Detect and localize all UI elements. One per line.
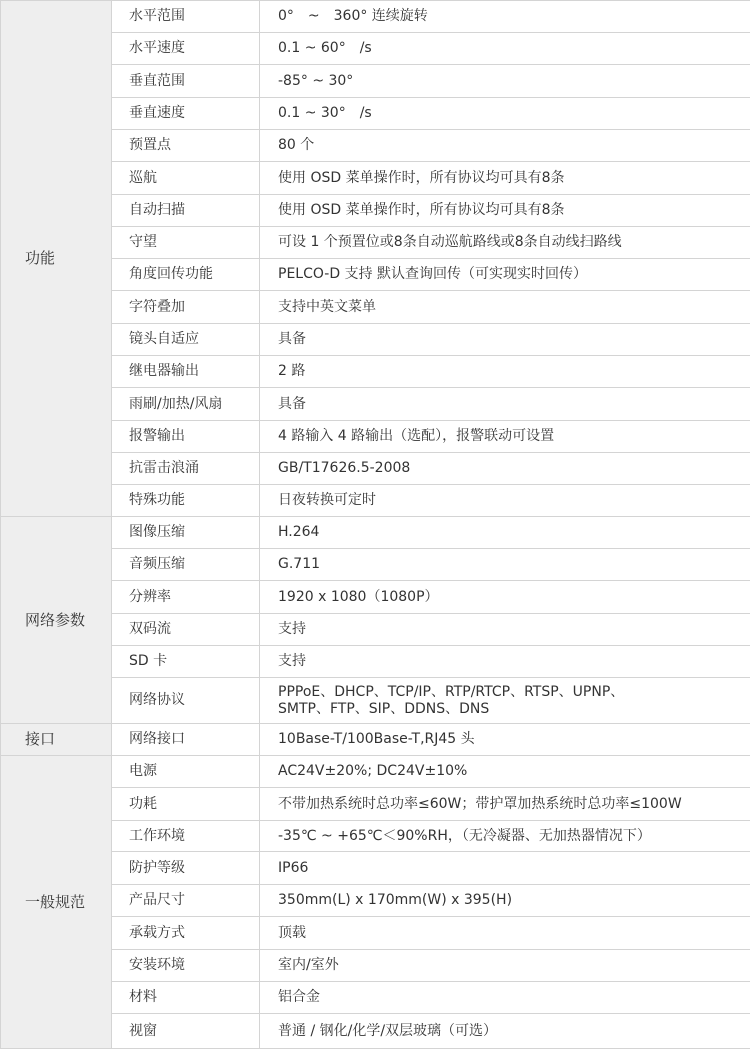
table-row bbox=[1, 788, 750, 821]
spec-label: 抗雷击浪涌 bbox=[112, 453, 260, 485]
table-row bbox=[1, 756, 750, 788]
spec-label: 水平范围 bbox=[112, 1, 260, 33]
table-row bbox=[1, 356, 750, 388]
spec-value: 普通 / 钢化/化学/双层玻璃（可选） bbox=[260, 1014, 750, 1049]
spec-value: 使用 OSD 菜单操作时，所有协议均可具有8条 bbox=[260, 162, 750, 195]
spec-value: 80 个 bbox=[260, 130, 750, 162]
spec-value: -85° ~ 30° bbox=[260, 65, 750, 98]
spec-label: 巡航 bbox=[112, 162, 260, 195]
spec-label: 视窗 bbox=[112, 1014, 260, 1049]
spec-value: -35℃ ~ +65℃＜90%RH，（无冷凝器、无加热器情况下） bbox=[260, 821, 750, 852]
table-row bbox=[1, 646, 750, 678]
table-row bbox=[1, 453, 750, 485]
spec-label: 报警输出 bbox=[112, 421, 260, 453]
category-cell-interface: 接口 bbox=[1, 724, 112, 756]
category-cell-general: 一般规范 bbox=[1, 756, 112, 1049]
spec-value: 1920 x 1080（1080P） bbox=[260, 581, 750, 614]
table-row bbox=[1, 1014, 750, 1049]
spec-label: 电源 bbox=[112, 756, 260, 788]
table-row bbox=[1, 324, 750, 356]
spec-value: 0.1 ~ 30° /s bbox=[260, 98, 750, 130]
spec-value: GB/T17626.5-2008 bbox=[260, 453, 750, 485]
table-row bbox=[1, 195, 750, 227]
spec-value: 可设 1 个预置位或8条自动巡航路线或8条自动线扫路线 bbox=[260, 227, 750, 259]
table-row bbox=[1, 517, 750, 549]
table-row bbox=[1, 162, 750, 195]
spec-label: 承载方式 bbox=[112, 917, 260, 950]
spec-label: 预置点 bbox=[112, 130, 260, 162]
table-row bbox=[1, 388, 750, 421]
spec-value: 2 路 bbox=[260, 356, 750, 388]
table-row bbox=[1, 678, 750, 724]
spec-label: 产品尺寸 bbox=[112, 885, 260, 917]
spec-value: 铝合金 bbox=[260, 982, 750, 1014]
spec-label: 工作环境 bbox=[112, 821, 260, 852]
spec-label: 网络接口 bbox=[112, 724, 260, 756]
spec-value: 支持 bbox=[260, 614, 750, 646]
table-row bbox=[1, 65, 750, 98]
spec-label: 自动扫描 bbox=[112, 195, 260, 227]
spec-label: 防护等级 bbox=[112, 852, 260, 885]
spec-value: 0° ~ 360° 连续旋转 bbox=[260, 1, 750, 33]
spec-label: 材料 bbox=[112, 982, 260, 1014]
spec-label: SD 卡 bbox=[112, 646, 260, 678]
spec-label: 分辨率 bbox=[112, 581, 260, 614]
spec-value: 10Base-T/100Base-T,RJ45 头 bbox=[260, 724, 750, 756]
spec-label: 垂直范围 bbox=[112, 65, 260, 98]
table-row bbox=[1, 485, 750, 517]
spec-value: 4 路输入 4 路输出（选配），报警联动可设置 bbox=[260, 421, 750, 453]
spec-label: 音频压缩 bbox=[112, 549, 260, 581]
spec-label: 双码流 bbox=[112, 614, 260, 646]
spec-value-line: SMTP、FTP、SIP、DDNS、DNS bbox=[278, 701, 489, 717]
spec-label: 继电器输出 bbox=[112, 356, 260, 388]
table-row bbox=[1, 291, 750, 324]
spec-value: 支持 bbox=[260, 646, 750, 678]
table-row bbox=[1, 421, 750, 453]
table-row bbox=[1, 982, 750, 1014]
spec-value: 350mm(L) x 170mm(W) x 395(H) bbox=[260, 885, 750, 917]
category-cell-network: 网络参数 bbox=[1, 517, 112, 724]
table-row bbox=[1, 821, 750, 852]
table-row bbox=[1, 581, 750, 614]
spec-value: G.711 bbox=[260, 549, 750, 581]
spec-label: 字符叠加 bbox=[112, 291, 260, 324]
table-row bbox=[1, 549, 750, 581]
spec-value: PELCO-D 支持 默认查询回传（可实现实时回传） bbox=[260, 259, 750, 291]
spec-value: 室内/室外 bbox=[260, 950, 750, 982]
spec-value: 日夜转换可定时 bbox=[260, 485, 750, 517]
spec-label: 安装环境 bbox=[112, 950, 260, 982]
spec-value: 支持中英文菜单 bbox=[260, 291, 750, 324]
spec-value-line: PPPoE、DHCP、TCP/IP、RTP/RTCP、RTSP、UPNP、 bbox=[278, 684, 624, 700]
table-row bbox=[1, 614, 750, 646]
spec-value: 使用 OSD 菜单操作时，所有协议均可具有8条 bbox=[260, 195, 750, 227]
table-row bbox=[1, 227, 750, 259]
table-row bbox=[1, 724, 750, 756]
table-row bbox=[1, 917, 750, 950]
table-row bbox=[1, 98, 750, 130]
table-row bbox=[1, 259, 750, 291]
spec-label: 角度回传功能 bbox=[112, 259, 260, 291]
spec-value: 0.1 ~ 60° /s bbox=[260, 33, 750, 65]
spec-value: 具备 bbox=[260, 324, 750, 356]
category-cell-function: 功能 bbox=[1, 1, 112, 517]
spec-label: 垂直速度 bbox=[112, 98, 260, 130]
table-row bbox=[1, 33, 750, 65]
spec-label: 雨刷/加热/风扇 bbox=[112, 388, 260, 421]
spec-label: 网络协议 bbox=[112, 678, 260, 724]
spec-value: 顶载 bbox=[260, 917, 750, 950]
spec-value: AC24V±20%; DC24V±10% bbox=[260, 756, 750, 788]
spec-value: IP66 bbox=[260, 852, 750, 885]
table-row bbox=[1, 130, 750, 162]
spec-label: 守望 bbox=[112, 227, 260, 259]
spec-label: 特殊功能 bbox=[112, 485, 260, 517]
spec-value: 具备 bbox=[260, 388, 750, 421]
spec-label: 水平速度 bbox=[112, 33, 260, 65]
spec-value: H.264 bbox=[260, 517, 750, 549]
table-row bbox=[1, 1, 750, 33]
table-row bbox=[1, 852, 750, 885]
spec-value: 不带加热系统时总功率≤60W；带护罩加热系统时总功率≤100W bbox=[260, 788, 750, 821]
spec-label: 图像压缩 bbox=[112, 517, 260, 549]
table-row bbox=[1, 885, 750, 917]
spec-label: 镜头自适应 bbox=[112, 324, 260, 356]
table-row bbox=[1, 950, 750, 982]
spec-label: 功耗 bbox=[112, 788, 260, 821]
spec-value-multiline bbox=[260, 678, 750, 724]
